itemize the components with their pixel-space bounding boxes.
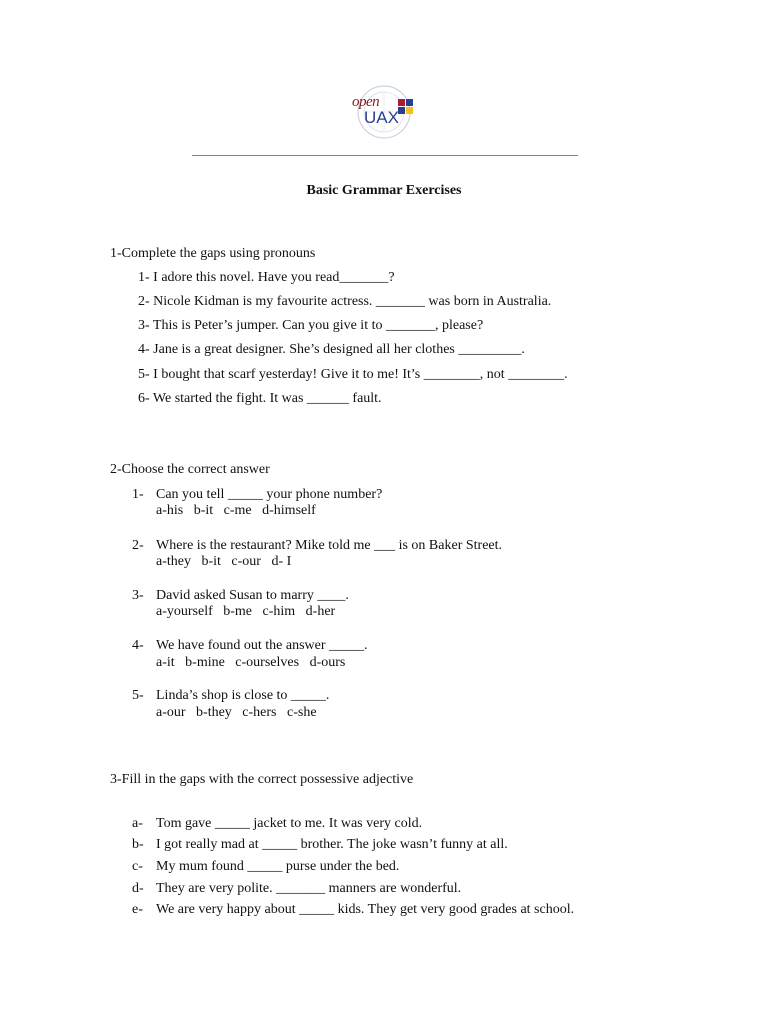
section-1-item: 6- We started the fight. It was ______ fault.	[138, 391, 382, 406]
gap-item-text: We are very happy about _____ kids. They get very good grades at school.	[156, 902, 575, 917]
question-number: 1-	[132, 487, 144, 502]
section-3-heading: 3-Fill in the gaps with the correct possessive adjective	[110, 772, 414, 787]
question-number: 4-	[132, 638, 144, 653]
section-2-heading: 2-Choose the correct answer	[110, 462, 270, 477]
question-options: a-they b-it c-our d- I	[156, 554, 292, 569]
question-number: 3-	[132, 588, 144, 603]
gap-item-text: I got really mad at _____ brother. The joke wasn’t funny at all.	[156, 837, 508, 852]
question-text: Can you tell _____ your phone number?	[156, 487, 383, 502]
gap-item-letter: c-	[132, 859, 143, 874]
question-text: Linda’s shop is close to _____.	[156, 688, 330, 703]
question-options: a-his b-it c-me d-himself	[156, 503, 316, 518]
logo-uax-text: UAX	[364, 108, 399, 127]
question-options: a-our b-they c-hers c-she	[156, 705, 317, 720]
section-1-item: 3- This is Peter’s jumper. Can you give it to _______, please?	[138, 318, 484, 333]
section-1-item: 4- Jane is a great designer. She’s designed all her clothes _________.	[138, 342, 525, 357]
gap-item-letter: d-	[132, 881, 144, 896]
question-text: Where is the restaurant? Mike told me ___ is on Baker Street.	[156, 538, 503, 553]
gap-item-text: My mum found _____ purse under the bed.	[156, 859, 400, 874]
gap-item-text: They are very polite. _______ manners are wonderful.	[156, 881, 462, 896]
question-text: David asked Susan to marry ____.	[156, 588, 349, 603]
question-number: 5-	[132, 688, 144, 703]
page-title: Basic Grammar Exercises	[306, 183, 462, 198]
section-1-item: 1- I adore this novel. Have you read_______?	[138, 270, 395, 285]
header-divider	[192, 155, 578, 156]
logo-open-text: open	[352, 94, 380, 110]
question-options: a-it b-mine c-ourselves d-ours	[156, 655, 346, 670]
open-uax-logo	[350, 84, 418, 140]
question-text: We have found out the answer _____.	[156, 638, 368, 653]
section-1-item: 2- Nicole Kidman is my favourite actress. _______ was born in Australia.	[138, 294, 552, 309]
section-1-heading: 1-Complete the gaps using pronouns	[110, 246, 316, 261]
gap-item-letter: a-	[132, 816, 143, 831]
gap-item-letter: b-	[132, 837, 144, 852]
gap-item-letter: e-	[132, 902, 143, 917]
section-1-item: 5- I bought that scarf yesterday! Give it to me! It’s ________, not ________.	[138, 367, 568, 382]
question-number: 2-	[132, 538, 144, 553]
question-options: a-yourself b-me c-him d-her	[156, 604, 336, 619]
gap-item-text: Tom gave _____ jacket to me. It was very cold.	[156, 816, 423, 831]
